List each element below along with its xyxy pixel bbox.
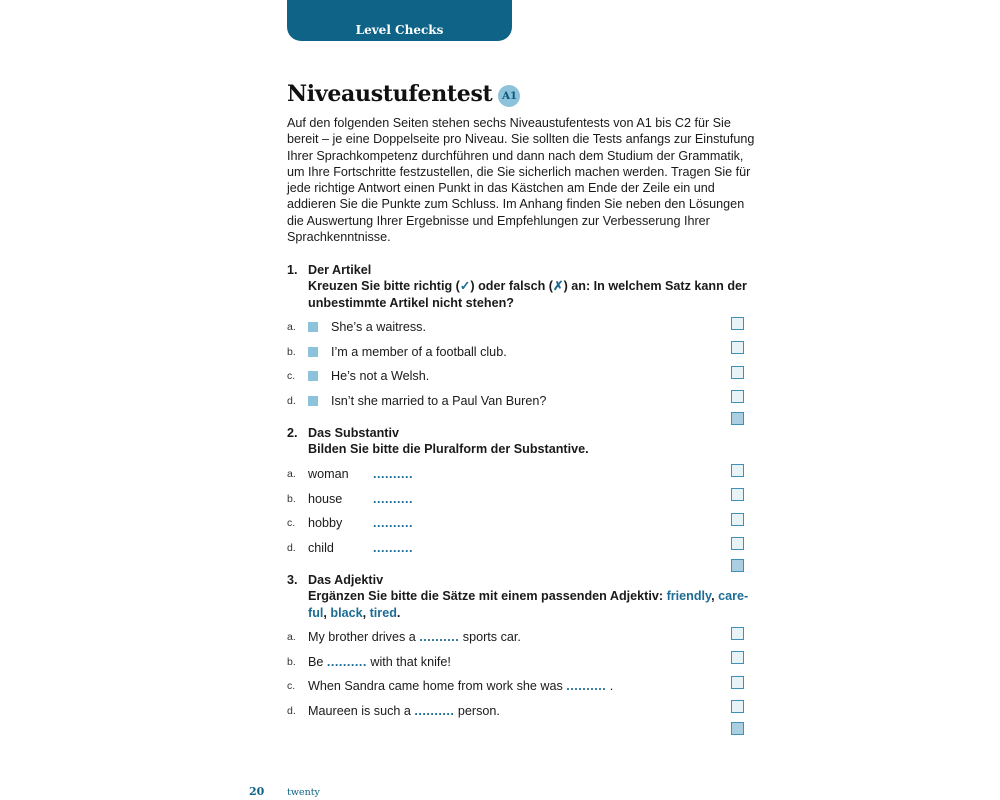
item-sentence bbox=[308, 653, 451, 671]
header-tab-label: Level Checks bbox=[355, 23, 444, 37]
answer-blank[interactable]: .......... bbox=[419, 630, 460, 644]
check-mark-icon: ✓ bbox=[459, 279, 471, 294]
item-letter: d. bbox=[287, 705, 296, 717]
section-2-number: 2. bbox=[287, 426, 298, 440]
section-1-instr-mid: ) oder falsch ( bbox=[470, 279, 553, 294]
bullet-square-icon bbox=[308, 347, 318, 357]
list-item bbox=[287, 343, 757, 361]
list-item bbox=[287, 465, 757, 483]
sentence-end: sports car. bbox=[459, 630, 521, 644]
page-title-text: Niveaustufentest bbox=[287, 81, 493, 107]
page-title bbox=[287, 81, 520, 107]
item-letter: a. bbox=[287, 468, 296, 480]
item-letter: c. bbox=[287, 517, 296, 529]
adjective-option-continued: ful bbox=[308, 605, 324, 620]
section-2-title: Das Substantiv bbox=[308, 426, 399, 440]
answer-blank[interactable]: .......... bbox=[566, 679, 607, 693]
score-box[interactable] bbox=[731, 651, 744, 664]
section-3-instr-pre: Ergänzen Sie bitte die Sätze mit einem passenden Adjektiv: bbox=[308, 589, 667, 604]
item-letter: c. bbox=[287, 680, 296, 692]
sentence-start: Be bbox=[308, 655, 327, 669]
intro-paragraph: Auf den folgenden Seiten stehen sechs Niveaustufentests von A1 bis C2 für Sie bereit – je eine Doppelseite pro Niveau. Sie sollten die Tests anfangs zur Einstufung Ihrer Sprachkompetenz durchführen und dann nach dem Studium der Grammatik, um Ihre Fortschritte festzustellen, die Sie sicherlich machen werden. Tragen Sie für jede richtige Antwort einen Punkt in das Kästchen am Ende der Zeile ein und addieren Sie die Punkte zum Schluss. Im Anhang finden Sie neben den Lösungen die Auswertung Ihrer Ergebnisse und Empfehlungen zur Verbesserung Ihrer Sprachkenntnisse. bbox=[287, 116, 755, 245]
section-total-box[interactable] bbox=[731, 559, 744, 572]
answer-blank[interactable]: .......... bbox=[414, 704, 455, 718]
score-box[interactable] bbox=[731, 488, 744, 501]
adjective-option: tired bbox=[369, 605, 397, 620]
sentence-end: person. bbox=[454, 704, 500, 718]
sentence-end: with that knife! bbox=[366, 655, 451, 669]
item-letter: d. bbox=[287, 542, 296, 554]
cross-mark-icon: ✗ bbox=[553, 279, 564, 294]
score-box[interactable] bbox=[731, 390, 744, 403]
score-box[interactable] bbox=[731, 513, 744, 526]
item-letter: b. bbox=[287, 346, 296, 358]
list-item bbox=[287, 539, 757, 557]
section-1-instr-pre: Kreuzen Sie bitte richtig ( bbox=[308, 279, 460, 294]
item-sentence bbox=[308, 677, 613, 695]
bullet-square-icon bbox=[308, 371, 318, 381]
score-box[interactable] bbox=[731, 537, 744, 550]
item-text: Isn’t she married to a Paul Van Buren? bbox=[331, 394, 547, 408]
list-item bbox=[287, 367, 757, 385]
sentence-start: My brother drives a bbox=[308, 630, 420, 644]
answer-blank[interactable]: .......... bbox=[373, 492, 413, 506]
level-badge: A1 bbox=[498, 85, 520, 107]
item-sentence bbox=[308, 702, 500, 720]
bullet-square-icon bbox=[308, 322, 318, 332]
section-2-instruction: Bilden Sie bitte die Pluralform der Substantive. bbox=[308, 442, 589, 457]
score-box[interactable] bbox=[731, 627, 744, 640]
section-1-heading bbox=[287, 262, 757, 311]
separator: , bbox=[323, 605, 331, 620]
item-text: I’m a member of a football club. bbox=[331, 345, 507, 359]
sentence-start: Maureen is such a bbox=[308, 704, 415, 718]
item-letter: b. bbox=[287, 493, 296, 505]
answer-blank[interactable]: .......... bbox=[326, 655, 367, 669]
adjective-option: friendly bbox=[666, 589, 712, 604]
section-1-instr-post: ) an: In welchem Satz kann der unbestimmte Artikel nicht stehen? bbox=[308, 279, 747, 310]
section-total-box[interactable] bbox=[731, 722, 744, 735]
item-text: He’s not a Welsh. bbox=[331, 369, 430, 383]
list-item bbox=[287, 490, 757, 508]
item-word: house bbox=[308, 492, 343, 506]
score-box[interactable] bbox=[731, 700, 744, 713]
score-box[interactable] bbox=[731, 341, 744, 354]
score-box[interactable] bbox=[731, 317, 744, 330]
section-3-instruction bbox=[308, 588, 757, 621]
section-total-box[interactable] bbox=[731, 412, 744, 425]
item-word: child bbox=[308, 541, 334, 555]
page-number-word: twenty bbox=[287, 787, 320, 798]
list-item bbox=[287, 392, 757, 410]
separator: , bbox=[362, 605, 370, 620]
list-item bbox=[287, 318, 757, 336]
list-item bbox=[287, 628, 757, 646]
section-1-instruction bbox=[308, 278, 757, 311]
list-item bbox=[287, 702, 757, 720]
section-1-title: Der Artikel bbox=[308, 263, 372, 277]
sentence-start: When Sandra came home from work she was bbox=[308, 679, 567, 693]
item-text: She’s a waitress. bbox=[331, 320, 426, 334]
section-3-title: Das Adjektiv bbox=[308, 573, 384, 587]
section-3-number: 3. bbox=[287, 573, 298, 587]
item-word: hobby bbox=[308, 516, 343, 530]
item-letter: d. bbox=[287, 395, 296, 407]
item-sentence bbox=[308, 628, 521, 646]
list-item bbox=[287, 653, 757, 671]
score-box[interactable] bbox=[731, 464, 744, 477]
header-tab bbox=[287, 0, 512, 41]
item-letter: b. bbox=[287, 656, 296, 668]
item-letter: a. bbox=[287, 631, 296, 643]
score-box[interactable] bbox=[731, 676, 744, 689]
period: . bbox=[396, 605, 401, 620]
bullet-square-icon bbox=[308, 396, 318, 406]
item-letter: a. bbox=[287, 321, 296, 333]
section-3-heading bbox=[287, 572, 757, 621]
sentence-end: . bbox=[606, 679, 614, 693]
answer-blank[interactable]: .......... bbox=[373, 541, 413, 555]
separator: , bbox=[711, 589, 719, 604]
answer-blank[interactable]: .......... bbox=[373, 516, 413, 530]
list-item bbox=[287, 514, 757, 532]
page-number: 20 bbox=[249, 785, 265, 798]
list-item bbox=[287, 677, 757, 695]
item-letter: c. bbox=[287, 370, 296, 382]
section-1-number: 1. bbox=[287, 263, 298, 277]
adjective-option: black bbox=[330, 605, 363, 620]
item-word: woman bbox=[308, 467, 349, 481]
answer-blank[interactable]: .......... bbox=[373, 467, 413, 481]
adjective-option: care- bbox=[718, 589, 749, 604]
score-box[interactable] bbox=[731, 366, 744, 379]
section-2-heading bbox=[287, 425, 757, 458]
